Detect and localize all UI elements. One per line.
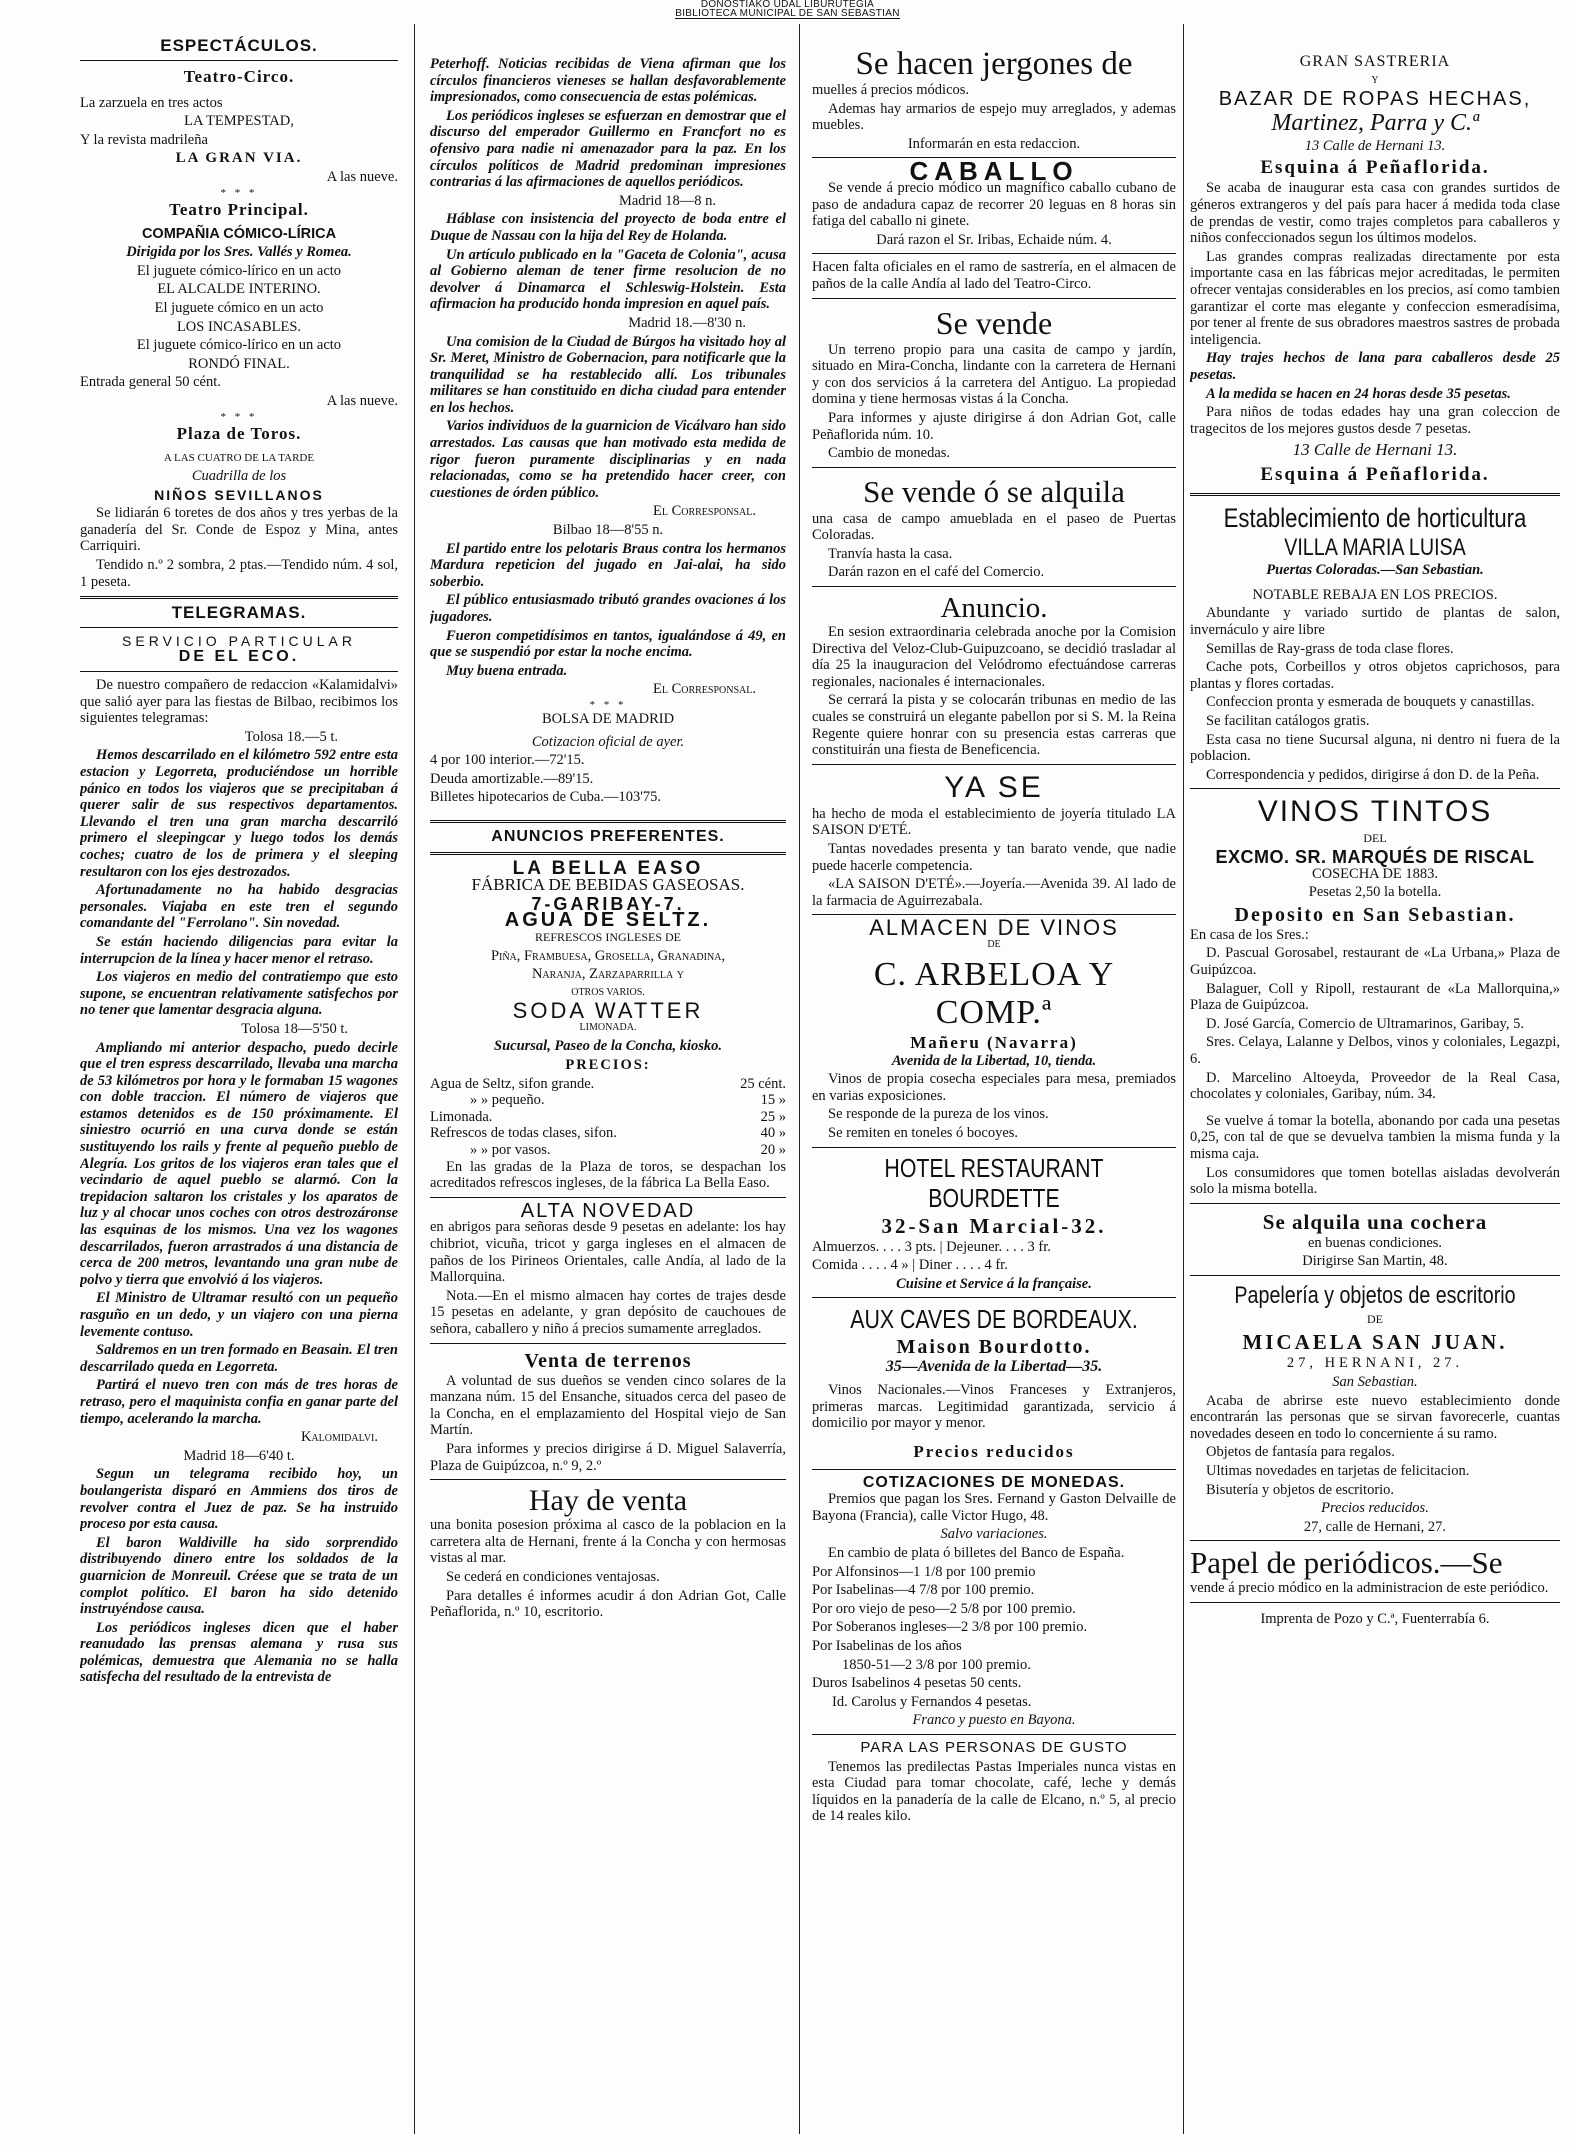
price-row (430, 1142, 786, 1159)
dateline: Tolosa 18—5'50 t. (241, 1020, 348, 1037)
divider (1190, 1540, 1560, 1541)
ad-paragraph: Vinos Nacionales.—Vinos Franceses y Extranjeros, primeras marcas. Legitimidad garantizada, servicio á domicilio por mayor y menor. (812, 1381, 1176, 1432)
arbeloa-title: C. ARBELOA Y COMP.ª (873, 955, 1115, 1031)
esquina-line: Esquina á Peñaflorida. (1260, 157, 1490, 179)
price-item: Limonada. (430, 1108, 493, 1125)
y-line: Y (1371, 74, 1379, 86)
ad-paragraph: A voluntad de sus dueños se venden cinco solares de la manzana núm. 15 del Ensanche, situados cerca del paseo de la Concha, en el emplazamiento del Hospital viejo de San Martín. (430, 1372, 786, 1439)
telegram-paragraph: Saldremos en un tren formado en Beasain. El tren descarrilado queda en Legorreta. (80, 1342, 398, 1375)
telegram-paragraph: Ampliando mi anterior despacho, puedo decirle que el tren espress descarrilado, llevaba una marcha de 53 kilómetros por hora y le formaban 15 wagones con doble traccion. El número de viajeros que estamos detenidos es de 150 próximamente. El siniestro ocurrió en una curva donde se están sustituyendo los rails y frente al pequeño pueblo de Alegría. Los gritos de los viajeros eran tales que el vecindario de aquel pueblo se alarmó. Con la trepidacion saltaron los cristales y los aparatos de luz y al chocar unos coches con otros destrozáronse las esquinas de los mismos. Una vez los wagones descarrilados, fueron arrastrados á una distancia de cerca de 200 metros, levantando una gran nube de polvo y tierra que envolvió á los viajeros. (80, 1039, 398, 1288)
price-row (430, 1092, 786, 1109)
dateline: Bilbao 18—8'55 n. (552, 522, 664, 539)
anuncios-heading: ANUNCIOS PREFERENTES. (491, 827, 725, 845)
library-header (0, 0, 1575, 19)
price-row (430, 1109, 786, 1126)
cochera-title: Se alquila una cochera (1262, 1209, 1488, 1234)
price-value: 40 » (760, 1125, 786, 1142)
telegramas-heading: TELEGRAMAS. (171, 603, 307, 623)
caves-title: AUX CAVES DE BORDEAUX. (850, 1304, 1138, 1335)
divider (430, 1197, 786, 1198)
ad-paragraph: Informarán en esta redaccion. (907, 135, 1081, 152)
ad-paragraph: D. Pascual Gorosabel, restaurant de «La Urbana,» Plaza de Guipúzcoa. (1190, 945, 1560, 978)
price-value: 25 » (760, 1108, 786, 1125)
column-rule-1 (414, 24, 415, 2134)
bolsa-quote: 4 por 100 interior.—72'15. (430, 752, 585, 769)
imprint-line: Imprenta de Pozo y C.ª, Fuenterrabía 6. (1260, 1611, 1490, 1627)
riscal-title: EXCMO. SR. MARQUÉS DE RISCAL (1215, 847, 1535, 867)
telegram-paragraph: Partirá el nuevo tren con más de tres horas de retraso, pero el maquinista confia en ganar parte del tiempo, acelerando la marcha. (80, 1377, 398, 1427)
ad-paragraph: Premios que pagan los Sres. Fernand y Gaston Delvaille de Bayona (Francia), calle Victor Hugo, 48. (812, 1491, 1176, 1524)
precios-reducidos: Precios reducidos (913, 1441, 1075, 1461)
agua-seltz: AGUA DE SELTZ. (504, 909, 712, 932)
program-line: El juguete cómico en un acto (154, 299, 324, 316)
price-item: » » pequeño. (470, 1092, 545, 1109)
price-value: 15 » (760, 1092, 786, 1109)
gusto-title: PARA LAS PERSONAS DE GUSTO (860, 1739, 1128, 1756)
papel-title: Papel de periódicos.—Se (1190, 1545, 1503, 1581)
ad-paragraph: Nota.—En el mismo almacen hay cortes de trajes desde 15 pesetas en adelante, y gran depósito de cauchoues de señora, caballero y niño á precios sumamente arreglados. (430, 1287, 786, 1337)
price-item: Agua de Seltz, sifon grande. (430, 1075, 595, 1092)
ad-paragraph: Se remiten en toneles ó bocoyes. (828, 1124, 1019, 1141)
rate-line: 1850-51—2 3/8 por 100 premio. (842, 1656, 1031, 1673)
rate-line: Por Soberanos ingleses—2 3/8 por 100 premio. (812, 1619, 1088, 1636)
divider (430, 1479, 786, 1480)
hotel-menu-row: Almuerzos. . . . 3 pts. | Dejeuner. . . . 3 fr. (812, 1238, 1051, 1255)
telegram-paragraph: Peterhoff. Noticias recibidas de Viena afirman que los círculos financieros vieneses se hallan desfavorablemente impresionados, como consecuencia de estas polémicas. (430, 56, 786, 106)
ad-paragraph: Esta casa no tiene Sucursal alguna, ni dentro ni fuera de la poblacion. (1190, 731, 1560, 765)
telegram-signature: Kalomidalvi. (300, 1429, 378, 1446)
column-4 (1190, 24, 1560, 2134)
bolsa-quote: Deuda amortizable.—89'15. (430, 770, 594, 787)
price-item: » » por vasos. (470, 1142, 551, 1159)
star-separator: * * * (220, 410, 258, 423)
rate-line: Por Alfonsinos—1 1/8 por 100 premio (812, 1563, 1036, 1580)
entrance-price: Entrada general 50 cént. (80, 374, 221, 391)
ad-paragraph: vende á precio módico en la administracion de este periódico. (1190, 1580, 1549, 1597)
telegram-paragraph: El baron Waldiville ha sido sorprendido distribuyendo dinero entre los soldados de la guarnicion de Monreuil. Créese que se trata de un complot político. El baron ha sido detenido instruyéndose causa. (80, 1534, 398, 1618)
maison-line: Maison Bourdotto. (896, 1336, 1092, 1359)
martinez-line: Martinez, Parra y C.ª (1271, 109, 1479, 136)
espectaculos-heading: ESPECTÁCULOS. (160, 36, 318, 55)
ad-paragraph: Tenemos las predilectas Pastas Imperiales nunca vistas en esta Ciudad para tomar chocolate, café, leche y demás líquidos en la panadería de la calle de Elcano, n.º 5, al precio de 14 reales kilo. (812, 1758, 1176, 1825)
sastreria-title: GRAN SASTRERIA (1299, 53, 1451, 70)
ad-paragraph: Ultimas novedades en tarjetas de felicitacion. (1206, 1463, 1470, 1480)
otros-line: OTROS VARIOS. (571, 986, 645, 998)
ad-paragraph: Bisutería y objetos de escritorio. (1206, 1481, 1395, 1498)
telegram-paragraph: El público entusiasmado tributó grandes ovaciones á los jugadores. (430, 592, 786, 625)
library-name-basque: DONOSTIAKO UDAL LIBURUTEGIA (700, 0, 875, 10)
divider (1190, 1275, 1560, 1276)
ad-paragraph: muelles á precios módicos. (812, 82, 970, 98)
divider (80, 596, 398, 599)
vende-alquila-title: Se vende ó se alquila (863, 473, 1125, 509)
alta-novedad-title: ALTA NOVEDAD (520, 1199, 696, 1222)
hotel-address: 32-San Marcial-32. (881, 1213, 1107, 1238)
ad-paragraph: Para niños de todas edades hay una gran coleccion de tragecitos de los mejores gustos desde 7 pesetas. (1190, 404, 1560, 437)
address-line: 13 Calle de Hernani 13. (1304, 137, 1446, 154)
price-row (430, 1125, 786, 1142)
ad-paragraph: En las gradas de la Plaza de toros, se despachan los acreditados refrescos ingleses, de la fábrica La Bella Easo. (430, 1158, 786, 1192)
rate-line: Duros Isabelinos 4 pesetas 50 cents. (812, 1675, 1022, 1692)
ad-paragraph: Vinos de propia cosecha especiales para mesa, premiados en varias exposiciones. (812, 1071, 1176, 1104)
rate-line: Por Isabelinas de los años (812, 1638, 962, 1655)
esquina-line: Esquina á Peñaflorida. (1260, 464, 1490, 486)
correspondent-signature: El Corresponsal. (652, 681, 756, 698)
divider (812, 1297, 1176, 1298)
address-line: 27, calle de Hernani, 27. (1303, 1518, 1447, 1535)
ad-paragraph: Dirigirse San Martin, 48. (1302, 1253, 1448, 1270)
divider (812, 1734, 1176, 1735)
divider (812, 586, 1176, 587)
bazar-title: BAZAR DE ROPAS HECHAS, (1218, 88, 1532, 111)
teatro-principal-heading: Teatro Principal. (169, 199, 309, 219)
ad-paragraph: Precios reducidos. (1321, 1500, 1429, 1517)
divider (1190, 1203, 1560, 1204)
pesetas-line: Pesetas 2,50 la botella. (1308, 884, 1442, 901)
divider (1190, 788, 1560, 789)
column-2 (430, 24, 786, 2134)
puertas-line: Puertas Coloradas.—San Sebastian. (1266, 562, 1484, 579)
precios-heading: PRECIOS: (565, 1057, 651, 1074)
ad-paragraph: «LA SAISON D'ETÉ».—Joyería.—Avenida 39. Al lado de la farmacia de Aguirrezabala. (812, 876, 1176, 909)
telegram-paragraph: Los periódicos ingleses dicen que el haber reanudado las prensas alemana y rusa sus polémicas, demuestra que Alemania no se halla satisfecha del resultado de la entrevista de (80, 1619, 398, 1686)
manern-line: Mañeru (Navarra) (910, 1032, 1078, 1052)
flavours-line: Naranja, Zarzaparrilla y (531, 966, 685, 983)
company-direction: Dirigida por los Sres. Vallés y Romea. (126, 244, 352, 261)
telegram-paragraph: Háblase con insistencia del proyecto de boda entre el Duque de Nassau con la hija del Rey de Holanda. (430, 211, 786, 244)
ad-paragraph: Los consumidores que tomen botellas aisladas devolverán solo la misma botella. (1190, 1164, 1560, 1198)
ad-paragraph: Balaguer, Coll y Ripoll, restaurant de «La Mallorquina,» Plaza de Guipúzcoa. (1190, 980, 1560, 1014)
ad-paragraph: Objetos de fantasía para regalos. (1206, 1444, 1395, 1461)
telegram-paragraph: Se están haciendo diligencias para evitar la interrupcion de la línea y hacer menor el retraso. (80, 933, 398, 967)
price-value: 25 cént. (740, 1075, 786, 1092)
program-time: A las nueve. (326, 392, 398, 409)
caballo-title: CABALLO (909, 156, 1079, 187)
ad-paragraph: Hacen falta oficiales en el ramo de sastrería, en el almacen de paños de la calle Andía al lado del Teatro-Circo. (812, 259, 1176, 292)
program-title: LOS INCASABLES. (176, 318, 302, 335)
hay-venta-title: Hay de venta (528, 1484, 688, 1518)
divider (812, 1469, 1176, 1470)
ad-paragraph: Para informes y ajuste dirigirse á don Adrian Got, calle Peñaflorida núm. 10. (812, 409, 1176, 443)
ad-paragraph: Cambio de monedas. (828, 445, 951, 462)
ad-paragraph: Tranvía hasta la casa. (828, 545, 953, 562)
ad-paragraph: D. Marcelino Altoeyda, Proveedor de la Real Casa, chocolates y coloniales, Garibay, núm. 34. (1190, 1069, 1560, 1103)
program-title: LA TEMPESTAD, (184, 113, 294, 130)
sucursal-line: Sucursal, Paseo de la Concha, kiosko. (494, 1038, 722, 1055)
divider (812, 1147, 1176, 1148)
ad-paragraph: Sres. Celaya, Lalanne y Delbos, vinos y coloniales, Legazpi, 6. (1190, 1034, 1560, 1067)
bolsa-heading: BOLSA DE MADRID (541, 710, 675, 727)
telegram-paragraph: Muy buena entrada. (446, 662, 568, 679)
de-line: DE (1367, 1311, 1383, 1326)
dateline: Madrid 18.—8'30 n. (628, 314, 746, 331)
ad-paragraph: Ademas hay armarios de espejo muy arreglados, y ademas muebles. (812, 100, 1176, 134)
cosecha-line: COSECHA DE 1883. (1311, 865, 1439, 882)
ad-paragraph: Darán razon en el café del Comercio. (828, 564, 1045, 581)
teatro-circo-heading: Teatro-Circo. (183, 66, 295, 86)
telegram-paragraph: Fueron competidísimos en tantos, igualándose á 49, en que se suspendió por estar la noche encima. (430, 627, 786, 661)
bullfight-cuadrilla: Cuadrilla de los (191, 468, 287, 485)
divider (80, 627, 398, 628)
ad-paragraph: Abundante y variado surtido de plantas de salon, invernáculo y aire libre (1190, 605, 1560, 639)
ad-paragraph: Se cerrará la pista y se colocarán tribunas en medio de las cuales se construirá un elegante pabellon por si S. M. la Reina Regente quiere honrar con su presencia estas carreras que constituirán una fiesta de Beneficencia. (812, 692, 1176, 759)
telegram-paragraph: El Ministro de Ultramar resultó con un pequeño rasguño en un dedo, y un viajero con una pierna levemente contuso. (80, 1290, 398, 1340)
rate-line: Por oro viejo de peso—2 5/8 por 100 premio. (812, 1600, 1076, 1617)
ad-paragraph: una bonita posesion próxima al casco de la poblacion en la carretera alta de Hernani, frente á la Concha y con hermosas vistas al mar. (430, 1517, 786, 1567)
horticultura-title: Establecimiento de horticultura (1223, 503, 1527, 534)
column-rule-3 (1183, 24, 1184, 2134)
ad-paragraph: Cache pots, Corbeillos y otros objetos caprichosos, para plantas y flores cortadas. (1190, 659, 1560, 692)
de-line: DE (987, 938, 1001, 950)
telegram-paragraph: El partido entre los pelotaris Braus contra los hermanos Mardura repeticion del jugado en Jai-alai, ha sido soberbio. (430, 540, 786, 590)
ad-paragraph: Correspondencia y pedidos, dirigirse á don D. de la Peña. (1206, 766, 1540, 783)
papeleria-title: Papelería y objetos de escritorio (1234, 1281, 1516, 1309)
ad-paragraph: Hay trajes hechos de lana para caballeros desde 25 pesetas. (1190, 350, 1560, 383)
address-line: 27, HERNANI, 27. (1286, 1355, 1464, 1372)
ad-paragraph: Para detalles é informes acudir á don Adrian Got, Calle Peñaflorida, n.º 10, escritorio. (430, 1587, 786, 1621)
rate-note: Franco y puesto en Bayona. (912, 1712, 1076, 1729)
eco-heading: DE EL ECO. (178, 648, 300, 666)
telegram-paragraph: Afortunadamente no ha habido desgracias personales. Viajaba en este tren el segundo comandante del "Ferrolano". Sin novedad. (80, 882, 398, 932)
ad-paragraph: Se facilitan catálogos gratis. (1206, 713, 1370, 730)
column-3 (812, 24, 1176, 2134)
fabrica-line: FÁBRICA DE BEBIDAS GASEOSAS. (471, 875, 745, 895)
se-vende-title: Se vende (935, 304, 1053, 341)
price-row (430, 1076, 786, 1093)
micaela-title: MICAELA SAN JUAN. (1242, 1330, 1508, 1355)
ad-paragraph: Se vende á precio módico un magnífico caballo cubano de paso de andadura capaz de recorrer 20 leguas en 8 horas sin fatiga del caballo ni ginete. (812, 179, 1176, 230)
ad-paragraph: Tantas novedades presenta y tan barato vende, que nadie puede hacerle competencia. (812, 841, 1176, 874)
hotel-title: HOTEL RESTAURANT BOURDETTE (884, 1152, 1104, 1213)
ad-paragraph: Salvo variaciones. (940, 1526, 1048, 1543)
jergones-title: Se hacen jergones de (855, 46, 1133, 82)
price-item: Refrescos de todas clases, sifon. (430, 1125, 617, 1142)
divider (430, 820, 786, 823)
telegram-intro: De nuestro compañero de redaccion «Kalamidalvi» que salió ayer para las fiestas de Bilbao, recibimos los siguientes telegramas: (80, 677, 398, 727)
bullfight-time: A LAS CUATRO DE LA TARDE (163, 451, 315, 464)
divider (812, 298, 1176, 299)
ad-paragraph: Se acaba de inaugurar esta casa con grandes surtidos de géneros extrangeros y del país para hacer á medida toda clase de prendas de vestir, como trajes completos para caballeros y niños confeccionados segun los últimos modelos. (1190, 180, 1560, 247)
city-line: San Sebastian. (1332, 1374, 1418, 1391)
rate-line: Por Isabelinas—4 7/8 por 100 premio. (812, 1582, 1035, 1599)
divider (1190, 493, 1560, 496)
divider (812, 467, 1176, 468)
dateline: Madrid 18—8 n. (618, 192, 716, 209)
telegram-paragraph: Una comision de la Ciudad de Búrgos ha visitado hoy al Sr. Meret, Ministro de Gobernacion, para notificarle que la tranquilidad se ha restablecido allí. Los tribunales militares se han constituido en dicha ciudad para entender en los hechos. (430, 333, 786, 416)
ad-paragraph: En cambio de plata ó billetes del Banco de España. (828, 1545, 1125, 1562)
ad-paragraph: D. José García, Comercio de Ultramarinos, Garibay, 5. (1206, 1015, 1524, 1032)
ad-paragraph: ha hecho de moda el establecimiento de joyería titulado LA SAISON D'ETÉ. (812, 805, 1176, 839)
company-name: COMPAÑIA CÓMICO-LÍRICA (141, 225, 337, 242)
flavours-line: Piña, Frambuesa, Grosella, Granadina, (490, 947, 726, 964)
ad-paragraph: Las grandes compras realizadas directamente por esta importante casa en las fábricas mejor acreditadas, le permiten ofrecer ventajas considerables en los precios, así como tambien garantizar el corte mas elegante y confeccion esmeradísima, por tener al frente de sus obradores maestros sastres de probada inteligencia. (1190, 248, 1560, 348)
program-line: El juguete cómico-lírico en un acto (136, 337, 342, 354)
rebaja-line: NOTABLE REBAJA EN LOS PRECIOS. (1252, 586, 1498, 603)
ad-paragraph: A la medida se hacen en 24 horas desde 35 pesetas. (1206, 385, 1511, 402)
avenida-line: Avenida de la Libertad, 10, tienda. (891, 1052, 1097, 1069)
almacen-title: ALMACEN DE VINOS (869, 915, 1119, 941)
program-line: La zarzuela en tres actos (80, 94, 223, 111)
anuncio-title: Anuncio. (940, 592, 1048, 625)
ya-se-title: YA SE (944, 770, 1044, 804)
telegram-paragraph: Un artículo publicado en la "Gaceta de Colonia", acusa al Gobierno aleman de tener firme resolucion de no devolver á Dinamarca el Schleswig-Holstein. Esta afirmacion ha producido honda impresion en aquel país. (430, 246, 786, 313)
price-value: 20 » (760, 1142, 786, 1159)
divider (812, 253, 1176, 254)
bella-easo-title: LA BELLA EASO (512, 857, 704, 879)
telegram-paragraph: Varios individuos de la guarnicion de Vicálvaro han sido arrestados. Las causas que han motivado esta medida de rigor fueron puramente disciplinarias y en nada relacionadas, como se ha pretendido hacer creer, con cuestiones de órden público. (430, 418, 786, 501)
bullfight-cuadrilla-name: NIÑOS SEVILLANOS (154, 486, 324, 503)
divider (80, 60, 398, 61)
correspondent-signature: El Corresponsal. (652, 503, 756, 520)
ad-paragraph: en abrigos para señoras desde 9 pesetas en adelante: los hay chibriot, vicuña, tricot y garga ingleses en el almacen de paños de los Pirineos Orientales, calle Andía, al lado de la Mallorquina. (430, 1219, 786, 1286)
ad-paragraph: Se cederá en condiciones ventajosas. (446, 1568, 660, 1585)
telegram-paragraph: Segun un telegrama recibido hoy, un boulangerista disparó en Ammiens dos tiros de revolver contra el Juez de paz. Se ha instruido proceso por esta causa. (80, 1466, 398, 1533)
rate-line: Id. Carolus y Fernandos 4 pesetas. (832, 1693, 1032, 1710)
ad-paragraph: una casa de campo amueblada en el paseo de Puertas Coloradas. (812, 510, 1176, 544)
hotel-cuisine: Cuisine et Service á la française. (896, 1275, 1092, 1292)
bullfight-description: Se lidiarán 6 toretes de dos años y tres yerbas de la ganadería del Sr. Conde de Espoz y Mina, antes Carriquiri. (80, 505, 398, 555)
divider (430, 1343, 786, 1344)
refrescos-line: REFRESCOS INGLESES DE (534, 929, 682, 944)
star-separator: * * * (589, 698, 627, 711)
program-title: EL ALCALDE INTERINO. (157, 281, 321, 298)
program-time: A las nueve. (326, 168, 398, 185)
venta-terrenos-title: Venta de terrenos (524, 1349, 692, 1372)
ad-paragraph: Semillas de Ray-grass de toda clase flores. (1206, 640, 1454, 657)
program-line: El juguete cómico-lírico en un acto (136, 262, 342, 279)
hotel-menu-row: Comida . . . . 4 » | Diner . . . . 4 fr. (812, 1257, 1008, 1274)
soda-watter: SODA WATTER (512, 998, 704, 1024)
bolsa-subtitle: Cotizacion oficial de ayer. (531, 733, 685, 750)
vinos-tintos-title: VINOS TINTOS (1257, 795, 1493, 829)
divider (430, 852, 786, 855)
divider (1190, 1602, 1560, 1603)
servicio-heading: SERVICIO PARTICULAR (122, 632, 356, 649)
telegram-paragraph: Los periódicos ingleses se esfuerzan en demostrar que el discurso del emperador Guillermo en Francfort no es ofensivo para nadie ni amenazador para la paz. En los círculos políticos de Madrid predominan impresiones contrarias á las afirmaciones de aquellos periódicos. (430, 107, 786, 191)
address-line: 13 Calle de Hernani 13. (1292, 440, 1458, 460)
ad-paragraph: En casa de los Sres.: (1190, 926, 1309, 943)
del-line: DEL (1363, 831, 1387, 846)
column-1 (80, 24, 398, 2134)
plaza-toros-heading: Plaza de Toros. (176, 423, 302, 443)
divider (812, 764, 1176, 765)
deposito-line: Deposito en San Sebastian. (1234, 903, 1516, 926)
dateline: Madrid 18—6'40 t. (183, 1447, 295, 1464)
divider (80, 671, 398, 672)
bolsa-quote: Billetes hipotecarios de Cuba.—103'75. (430, 789, 661, 806)
program-title: RONDÓ FINAL. (188, 355, 290, 372)
library-name-spanish: BIBLIOTECA MUNICIPAL DE SAN SEBASTIAN (675, 8, 900, 19)
libertad-line: 35—Avenida de la Libertad—35. (885, 1358, 1103, 1376)
ad-paragraph: Acaba de abrirse este nuevo establecimiento donde encontrarán las personas que se sirvan favorecerle, cuantas novedades deseen en todo lo concerniente á su ramo. (1190, 1392, 1560, 1442)
telegram-paragraph: Hemos descarrilado en el kilómetro 592 entre esta estacion y Legorreta, produciéndose un horrible pánico en todos los viajeros que se precipitaban á querer salir de sus respectivos departamentos. Llevando el tren una gran marcha descarriló primero el sleepingcar y luego todos los demás coches; cuatro de los de primera y el sleeping resultaron con los ejes destrozados. (80, 747, 398, 880)
address-line: 7-GARIBAY-7. (531, 893, 685, 914)
ad-paragraph: Para informes y precios dirigirse á D. Miguel Salaverría, Plaza de Guipúzcoa, n.º 9, 2.º (430, 1440, 786, 1474)
ad-paragraph: Un terreno propio para una casita de campo y jardín, situado en Mira-Concha, lindante con la carretera de Hernani y con dos servicios á la carretera del Antiguo. La propiedad domina y tiene hermosas vistas á la Concha. (812, 341, 1176, 408)
telegram-paragraph: Los viajeros en medio del contratiempo que esto supone, se encuentran relativamente satisfechos por no tener que lamentar desgracia alguna. (80, 969, 398, 1019)
ad-paragraph: En sesion extraordinaria celebrada anoche por la Comision Directiva del Veloz-Club-Guipuzcoano, se decidió trasladar al día 25 la inauguracion del Velódromo efectuándose carreras regionales, nacionales é internacionales. (812, 624, 1176, 690)
limonada-line: LIMONADA. (579, 1021, 637, 1033)
villa-title: VILLA MARIA LUISA (1284, 534, 1466, 562)
column-rule-2 (799, 24, 800, 2134)
ad-paragraph: Se responde de la pureza de los vinos. (828, 1106, 1049, 1123)
cotizaciones-title: COTIZACIONES DE MONEDAS. (862, 1473, 1126, 1491)
star-separator: * * * (220, 186, 258, 199)
program-title: LA GRAN VIA. (175, 150, 303, 167)
ad-paragraph: Dará razon el Sr. Iribas, Echaide núm. 4. (876, 231, 1112, 248)
dateline: Tolosa 18.—5 t. (244, 728, 338, 745)
ad-paragraph: en buenas condiciones. (1307, 1234, 1443, 1251)
program-line: Y la revista madrileña (80, 131, 208, 148)
ad-paragraph: Se vuelve á tomar la botella, abonando por cada una pesetas 0,25, con tal de que se devuelva tambien la misma funda y la misma caja. (1190, 1112, 1560, 1162)
ad-paragraph: Confeccion pronta y esmerada de bouquets y canastillas. (1206, 694, 1535, 711)
bullfight-prices: Tendido n.º 2 sombra, 2 ptas.—Tendido núm. 4 sol, 1 peseta. (80, 557, 398, 590)
